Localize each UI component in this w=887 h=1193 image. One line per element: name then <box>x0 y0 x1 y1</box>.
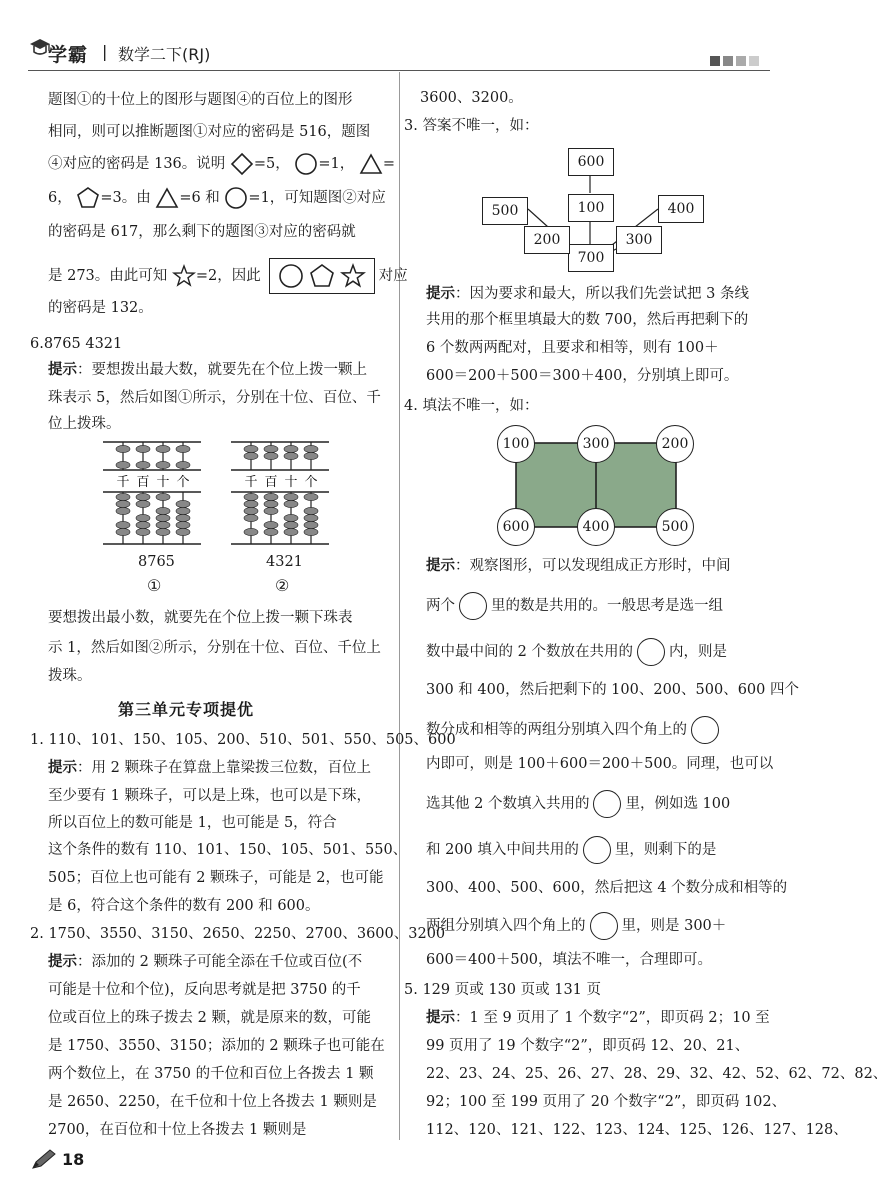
q6-tail-line-1: 要想拨出最小数，就要先在个位上拨一颗下珠表 <box>48 610 353 626</box>
pentagon-icon <box>309 263 335 289</box>
q4-circle-bottom-right: 500 <box>656 508 694 546</box>
page-header <box>0 0 800 80</box>
q4-circle-bottom-middle: 400 <box>577 508 615 546</box>
q4-circle-bottom-left: 600 <box>497 508 535 546</box>
circle-icon <box>278 263 304 289</box>
q3-box-center: 700 <box>568 244 614 272</box>
brand-logo: 学霸 <box>48 44 89 66</box>
circle-icon <box>691 716 719 744</box>
abacus-label-thousands: 千 <box>116 475 130 490</box>
q4-tip-line-7: 选其他 2 个数填入共用的 里，例如选 100 <box>426 790 730 818</box>
q4-answer: 4. 填法不唯一，如： <box>404 398 539 414</box>
q1-tip-line-4: 这个条件的数有 110、101、150、105、501、550、 <box>48 842 408 858</box>
q5r-answer: 5. 129 页或 130 页或 131 页 <box>404 982 602 998</box>
q4-tip-line-9: 300、400、500、600，然后把这 4 个数分成和相等的 <box>426 880 788 896</box>
q2-tip-line-4: 是 1750、3550、3150；添加的 2 颗珠子也可能在 <box>48 1038 385 1054</box>
q2-tip-line-7: 2700，在百位和十位上各拨去 1 颗则是 <box>48 1122 307 1138</box>
q3-tip-line-2: 共用的那个框里填最大的数 700，然后再把剩下的 <box>426 312 749 328</box>
header-rule <box>28 70 770 71</box>
book-title: 数学二下(RJ) <box>118 45 211 64</box>
q5-line-1: 题图①的十位上的图形与题图④的百位上的图形 <box>48 92 353 108</box>
abacus-label-thousands: 千 <box>244 475 258 490</box>
q2-answer: 2. 1750、3550、3150、2650、2250、2700、3600、3200 <box>30 926 446 942</box>
q1-answer: 1. 110、101、150、105、200、510、501、550、505、600 <box>30 732 456 748</box>
abacus-1-value: 8765 <box>138 554 175 570</box>
tip-label: 提示 <box>426 558 455 574</box>
q2-tip-line-2: 可能是十位和个位)，反向思考就是把 3750 的千 <box>48 982 361 998</box>
abacus-figures <box>95 440 335 550</box>
q3-tip-line-1: 提示：因为要求和最大，所以我们先尝试把 3 条线 <box>426 286 749 302</box>
q6-tip-line-1: 提示：要想拨出最大数，就要先在个位上拨一颗上 <box>48 362 367 378</box>
abacus-label-hundreds: 百 <box>264 475 278 490</box>
q5r-tip-line-3: 22、23、24、25、26、27、28、29、32、42、52、62、72、82、 <box>426 1066 887 1082</box>
q4-tip-line-1: 提示：观察图形，可以发现组成正方形时，中间 <box>426 558 731 574</box>
q4-tip-line-2: 两个 里的数是共用的。一般思考是选一组 <box>426 592 723 620</box>
q5r-tip-line-2: 99 页用了 19 个数字“2”，即页码 12、20、21、 <box>426 1038 750 1054</box>
q5-line-5: 的密码是 617，那么剩下的题图③对应的密码就 <box>48 224 356 240</box>
triangle-icon <box>359 152 383 176</box>
q1-tip-line-5: 505；百位上也可能有 2 颗珠子，可能是 2，也可能 <box>48 870 384 886</box>
circle-icon <box>224 186 248 210</box>
q1-tip-line-1: 提示：用 2 颗珠子在算盘上靠梁拨三位数，百位上 <box>48 760 371 776</box>
q2-tip-line-6: 是 2650、2250，在千位和十位上各拨去 1 颗则是 <box>48 1094 377 1110</box>
abacus-label-tens: 十 <box>284 475 298 490</box>
abacus-2-value: 4321 <box>266 554 303 570</box>
q6-tail-line-3: 拨珠。 <box>48 668 92 684</box>
header-square-4 <box>749 56 759 66</box>
tip-label: 提示 <box>48 954 77 970</box>
q4-tip-line-6: 内即可，则是 100＋600＝200＋500。同理，也可以 <box>426 756 774 772</box>
abacus-2 <box>231 442 329 544</box>
q3-box-left-inner: 200 <box>524 226 570 254</box>
abacus-label-hundreds: 百 <box>136 475 150 490</box>
q3-tip-line-4: 600＝200＋500＝300＋400，分别填上即可。 <box>426 368 739 384</box>
q2-tip-line-3: 位或百位上的珠子拨去 2 颗，就是原来的数，可能 <box>48 1010 371 1026</box>
q5r-tip-line-5: 112、120、121、122、123、124、125、126、127、128、 <box>426 1122 848 1138</box>
circle-icon <box>583 836 611 864</box>
q6-tail-line-2: 示 1，然后如图②所示，分别在十位、百位、千位上 <box>48 640 381 656</box>
q6-tip-line-2: 珠表示 5，然后如图①所示，分别在十位、百位、千 <box>48 390 381 406</box>
q4-tip-line-5: 数分成和相等的两组分别填入四个角上的 <box>426 716 723 744</box>
q5-line-6: 是 273。由此可知 =2，因此 对应 <box>48 258 408 294</box>
q3-box-left-outer: 500 <box>482 197 528 225</box>
shape-sequence-box <box>269 258 374 294</box>
q4-tip-line-4: 300 和 400，然后把剩下的 100、200、500、600 四个 <box>426 682 799 698</box>
circle-icon <box>637 638 665 666</box>
q3-tip-line-3: 6 个数两两配对，且要求和相等，则有 100＋ <box>426 340 719 356</box>
tip-label: 提示 <box>426 286 455 302</box>
abacus-label-ones: 个 <box>304 475 318 490</box>
q4-tip-line-11: 600＝400＋500，填法不唯一，合理即可。 <box>426 952 713 968</box>
tip-label: 提示 <box>48 362 77 378</box>
q4-tip-line-3: 数中最中间的 2 个数放在共用的 内，则是 <box>426 638 727 666</box>
q4-circle-top-middle: 300 <box>577 425 615 463</box>
q2-tip-line-5: 两个数位上，在 3750 的千位和百位上各拨去 1 颗 <box>48 1066 374 1082</box>
q4-circle-top-right: 200 <box>656 425 694 463</box>
star-icon <box>340 263 366 289</box>
q4-tip-line-8: 和 200 填入中间共用的 里，则剩下的是 <box>426 836 716 864</box>
q4-circle-top-left: 100 <box>497 425 535 463</box>
q2-continuation: 3600、3200。 <box>420 90 523 106</box>
q1-tip-line-3: 所以百位上的数可能是 1，也可能是 5，符合 <box>48 815 337 831</box>
pentagon-icon <box>76 186 100 210</box>
section-title: 第三单元专项提优 <box>118 700 255 719</box>
q5r-tip-line-4: 92；100 至 199 页用了 20 个数字“2”，即页码 102、 <box>426 1094 787 1110</box>
abacus-1 <box>103 442 201 544</box>
q3-box-right-inner: 300 <box>616 226 662 254</box>
triangle-icon <box>155 186 179 210</box>
column-divider <box>399 72 400 1140</box>
q5r-tip-line-1: 提示：1 至 9 页用了 1 个数字“2”，即页码 2；10 至 <box>426 1010 770 1026</box>
q3-answer: 3. 答案不唯一，如： <box>404 118 539 134</box>
q6-tip-line-3: 位上拨珠。 <box>48 416 121 432</box>
q3-box-top: 600 <box>568 148 614 176</box>
header-square-3 <box>736 56 746 66</box>
star-icon <box>172 264 196 288</box>
circle-icon <box>590 912 618 940</box>
q1-tip-line-6: 是 6，符合这个条件的数有 200 和 600。 <box>48 898 320 914</box>
q5-line-3: ④对应的密码是 136。说明 =5， =1， = <box>48 152 395 176</box>
tip-label: 提示 <box>48 760 77 776</box>
q6-answer: 6.8765 4321 <box>30 336 123 352</box>
q3-box-right-outer: 400 <box>658 195 704 223</box>
circle-icon <box>593 790 621 818</box>
tip-label: 提示 <box>426 1010 455 1026</box>
header-separator: | <box>102 42 108 61</box>
q2-tip-line-1: 提示：添加的 2 颗珠子可能全添在千位或百位(不 <box>48 954 363 970</box>
q5-line-7: 的密码是 132。 <box>48 300 153 316</box>
q5-line-2: 相同，则可以推断题图①对应的密码是 516，题图 <box>48 124 371 140</box>
header-square-1 <box>710 56 720 66</box>
q4-tip-line-10: 两组分别填入四个角上的 里，则是 300＋ <box>426 912 726 940</box>
q5-line-4: 6， =3。由 =6 和 =1，可知题图②对应 <box>48 186 386 210</box>
pencil-icon <box>30 1148 58 1172</box>
abacus-label-ones: 个 <box>176 475 190 490</box>
q3-box-middle: 100 <box>568 194 614 222</box>
circle-icon <box>459 592 487 620</box>
q1-tip-line-2: 至少要有 1 颗珠子，可以是上珠，也可以是下珠， <box>48 788 371 804</box>
abacus-label-tens: 十 <box>156 475 170 490</box>
header-square-2 <box>723 56 733 66</box>
page-number: 18 <box>62 1150 85 1169</box>
diamond-icon <box>230 152 254 176</box>
abacus-2-caption: ② <box>275 576 290 595</box>
abacus-1-caption: ① <box>147 576 162 595</box>
circle-icon <box>294 152 318 176</box>
